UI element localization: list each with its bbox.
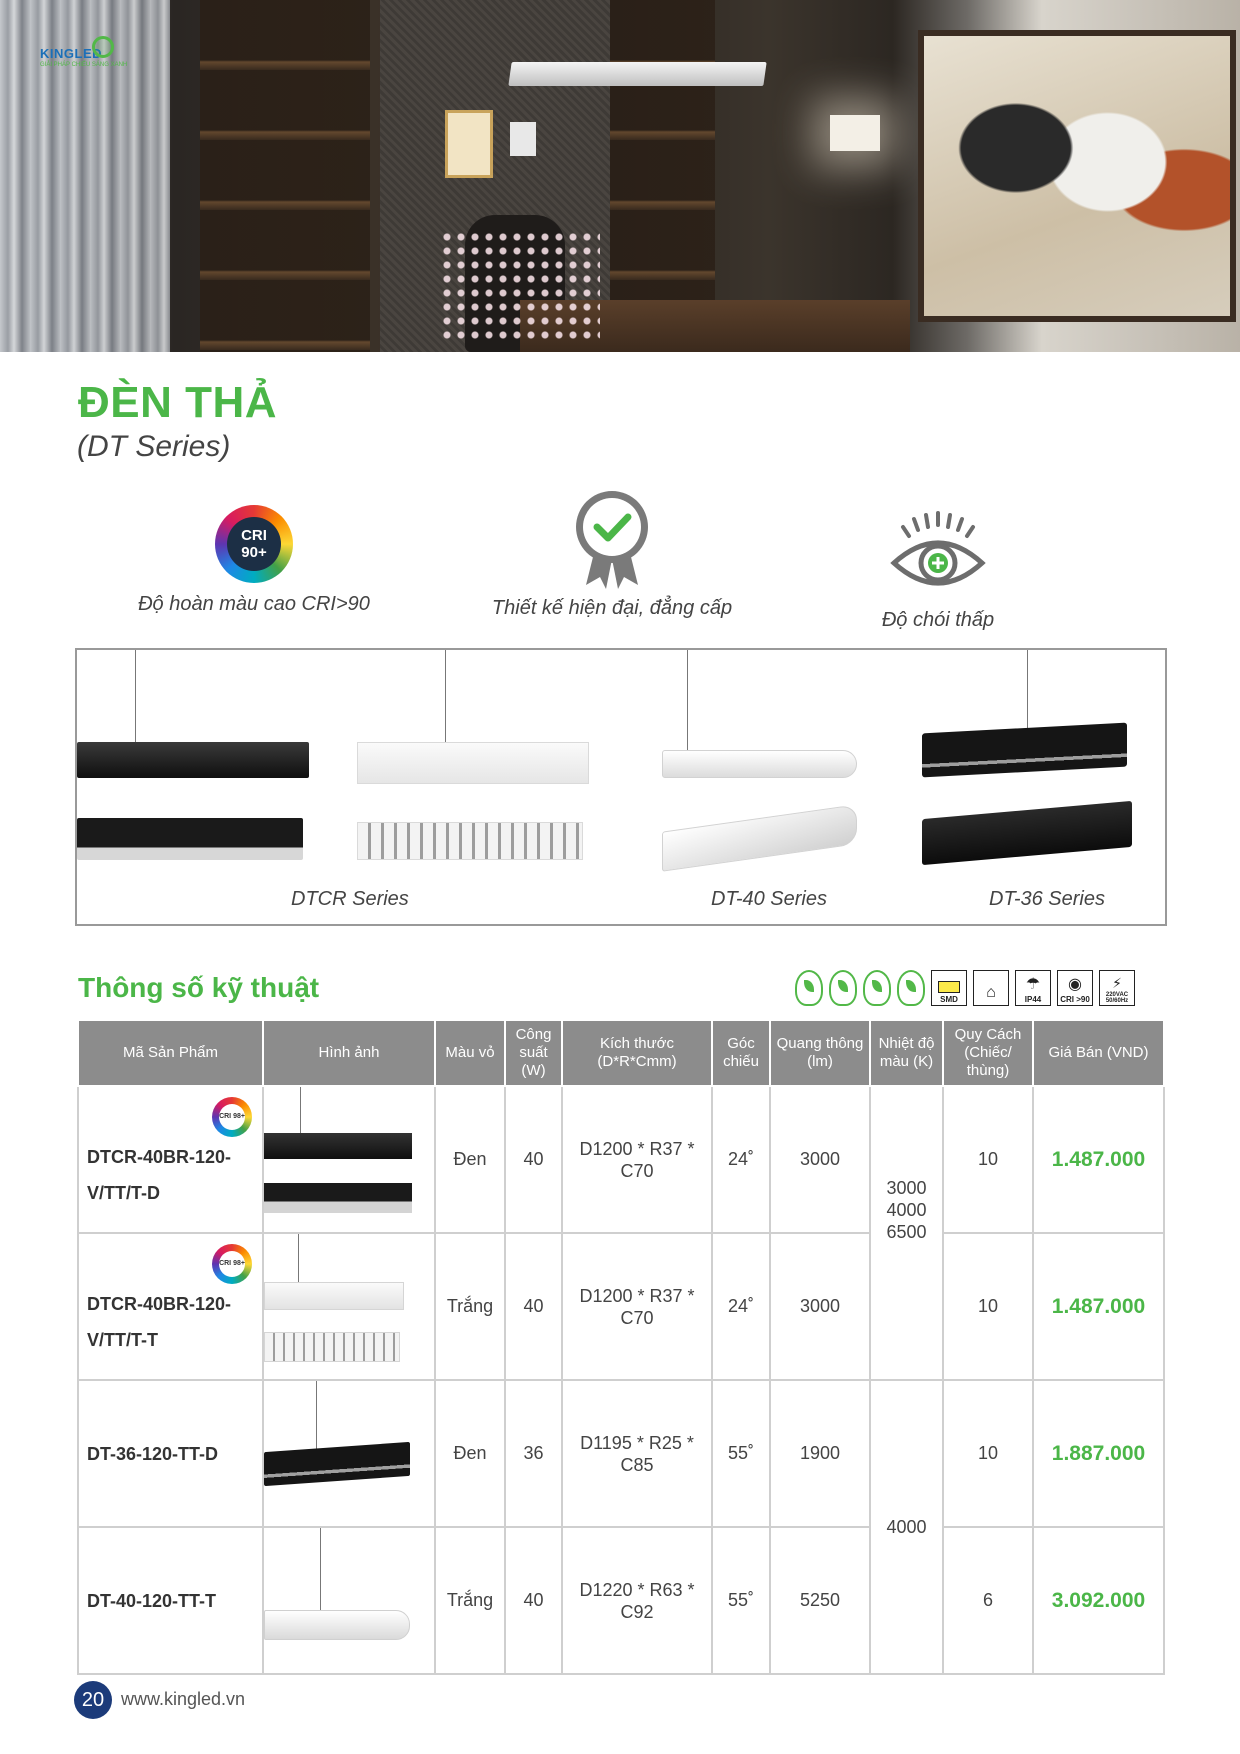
product-image [264, 1528, 434, 1673]
feature-label: Thiết kế hiện đại, đẳng cấp [491, 597, 733, 619]
page-subtitle: (DT Series) [77, 430, 231, 463]
product-image [264, 1381, 434, 1526]
website-link[interactable]: www.kingled.vn [121, 1689, 246, 1709]
table-row [78, 1086, 1164, 1233]
column-header: Màu vỏ [435, 1020, 505, 1086]
price-cell: 3.092.000 [1033, 1527, 1164, 1674]
certification-icons [795, 968, 1135, 1008]
table-header-row [78, 1020, 1164, 1086]
certificate-frame [445, 110, 493, 178]
ip44-icon: ☂ IP44 [1015, 970, 1051, 1006]
column-header: Kích thước (D*R*Cmm) [562, 1020, 712, 1086]
product-code: DTCR-40BR-120-V/TT/T-T [87, 1293, 232, 1350]
cert-label: IP44 [1024, 995, 1042, 1004]
cri-badge-text: CRI 98+ [219, 1104, 245, 1130]
price-cell: 1.887.000 [1033, 1380, 1164, 1527]
series-label-dt36: DT-36 Series [989, 888, 1105, 910]
cert-label: SMD [940, 995, 958, 1004]
voltage-icon: ⚡ 220VAC 50/60Hz [1099, 970, 1135, 1006]
dt40-white-fixture [662, 750, 857, 778]
power-cell: 40 [505, 1527, 562, 1674]
color-cell: Trắng [435, 1233, 505, 1380]
size-cell: D1200 * R37 * C70 [562, 1233, 712, 1380]
cri-eye-icon: ◉ CRI >90 [1057, 970, 1093, 1006]
color-cell: Đen [435, 1086, 505, 1233]
column-header: Mã Sản Phẩm [78, 1020, 263, 1086]
dtcr-black-fixture [77, 742, 309, 778]
color-cell: Đen [435, 1380, 505, 1527]
product-code: DTCR-40BR-120-V/TT/T-D [87, 1146, 232, 1203]
smd-chip-icon [931, 970, 967, 1006]
table-row [78, 1380, 1164, 1527]
product-image [264, 1234, 434, 1379]
size-cell: D1220 * R63 * C92 [562, 1527, 712, 1674]
dt36-black-fixture-side [922, 801, 1132, 865]
product-code-cell [78, 1233, 263, 1380]
lumen-cell: 3000 [770, 1086, 870, 1233]
column-header: Nhiệt độ màu (K) [870, 1020, 943, 1086]
cri-98-badge-icon [212, 1097, 252, 1137]
dtcr-white-fixture-bottom [357, 822, 583, 860]
award-ribbon-check-icon [572, 487, 652, 591]
cct-cell: 4000 [870, 1380, 943, 1674]
green-leaf-bulb-icon [897, 970, 925, 1006]
cct-cell: 3000 4000 6500 [870, 1086, 943, 1380]
wall-plaque [510, 122, 536, 156]
angle-cell: 55˚ [712, 1380, 770, 1527]
spec-table [77, 1019, 1165, 1675]
spec-heading: Thông số kỹ thuật [78, 972, 320, 1003]
feature-cri [104, 487, 404, 616]
product-image-cell [263, 1380, 435, 1527]
product-code-cell [78, 1086, 263, 1233]
power-cell: 40 [505, 1086, 562, 1233]
feature-label: Độ hoàn màu cao CRI>90 [138, 593, 370, 615]
indoor-house-icon: ⌂ [973, 970, 1009, 1006]
column-header: Góc chiếu [712, 1020, 770, 1086]
suspension-cord [135, 650, 136, 742]
cri-badge-text: CRI 98+ [219, 1251, 245, 1277]
green-leaf-bulb-icon [829, 970, 857, 1006]
column-header: Hình ảnh [263, 1020, 435, 1086]
qty-cell: 10 [943, 1233, 1033, 1380]
lumen-cell: 5250 [770, 1527, 870, 1674]
blossom-branch [440, 230, 600, 340]
feature-design [462, 487, 762, 620]
qty-cell: 6 [943, 1527, 1033, 1674]
bookshelf-left [200, 0, 370, 352]
product-image-cell [263, 1527, 435, 1674]
product-code: DT-36-120-TT-D [87, 1443, 219, 1464]
dt40-white-fixture-side [662, 804, 857, 871]
cert-label: 220VAC 50/60Hz [1105, 992, 1129, 1004]
qty-cell: 10 [943, 1380, 1033, 1527]
brand-logo [40, 36, 128, 68]
product-image-cell [263, 1233, 435, 1380]
series-showcase [75, 648, 1167, 926]
green-leaf-bulb-icon [795, 970, 823, 1006]
angle-cell: 24˚ [712, 1086, 770, 1233]
cert-label: CRI >90 [1060, 995, 1090, 1004]
dtcr-white-fixture [357, 742, 589, 784]
product-code-cell [78, 1527, 263, 1674]
qty-cell: 10 [943, 1086, 1033, 1233]
dtcr-black-fixture-bottom [77, 818, 303, 860]
price-cell: 1.487.000 [1033, 1233, 1164, 1380]
dt36-black-fixture [922, 723, 1127, 778]
table-row [78, 1233, 1164, 1380]
suspension-cord [687, 650, 688, 750]
eye-icon [890, 509, 986, 599]
brand-logo-tagline: GIẢI PHÁP CHIẾU SÁNG XANH [40, 62, 128, 68]
horse-painting [918, 30, 1236, 322]
column-header: Giá Bán (VND) [1033, 1020, 1164, 1086]
series-label-dtcr: DTCR Series [291, 888, 409, 910]
bulb-icon [92, 36, 114, 58]
size-cell: D1200 * R37 * C70 [562, 1086, 712, 1233]
power-cell: 40 [505, 1233, 562, 1380]
lumen-cell: 1900 [770, 1380, 870, 1527]
suspension-cord [1027, 650, 1028, 728]
suspension-cord [445, 650, 446, 742]
table-row [78, 1527, 1164, 1674]
series-label-dt40: DT-40 Series [711, 888, 827, 910]
angle-cell: 55˚ [712, 1527, 770, 1674]
column-header: Công suất (W) [505, 1020, 562, 1086]
green-leaf-bulb-icon [863, 970, 891, 1006]
pendant-lamp [508, 62, 766, 86]
product-image-cell [263, 1086, 435, 1233]
page-title: ĐÈN THẢ [78, 378, 278, 427]
product-code-cell [78, 1380, 263, 1527]
cri-98-badge-icon [212, 1244, 252, 1284]
feature-label: Độ chói thấp [881, 609, 995, 631]
color-cell: Trắng [435, 1527, 505, 1674]
cri-90-badge-icon [215, 505, 293, 583]
size-cell: D1195 * R25 * C85 [562, 1380, 712, 1527]
price-cell: 1.487.000 [1033, 1086, 1164, 1233]
page-number-badge: 20 [74, 1681, 112, 1719]
product-image [264, 1087, 434, 1232]
angle-cell: 24˚ [712, 1233, 770, 1380]
power-cell: 36 [505, 1380, 562, 1527]
cri-badge-text: CRI 90+ [227, 517, 281, 571]
column-header: Quy Cách (Chiếc/ thùng) [943, 1020, 1033, 1086]
brand-logo-text: KINGLED [40, 46, 102, 61]
product-code: DT-40-120-TT-T [87, 1590, 217, 1611]
wall-sconce [830, 115, 880, 151]
hero-photo [0, 0, 1240, 352]
column-header: Quang thông (lm) [770, 1020, 870, 1086]
feature-glare [788, 487, 1088, 632]
lumen-cell: 3000 [770, 1233, 870, 1380]
